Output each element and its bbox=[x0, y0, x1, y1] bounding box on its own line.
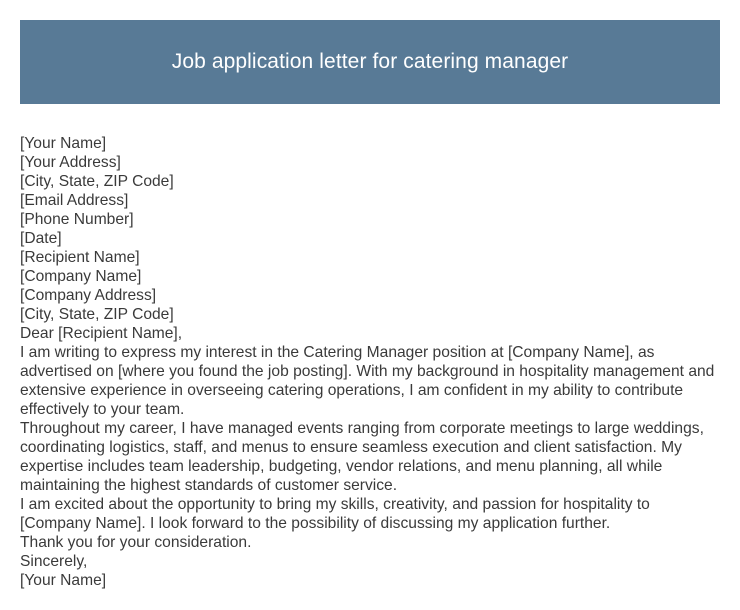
header-banner bbox=[20, 20, 720, 104]
paragraph-interest: I am writing to express my interest in the Catering Manager position at [Company Name], as advertised on [where you found the job posting]. With my background in hospitality management and extensive experience in overseeing catering operations, I am confident in my ability to contribute effectively to your team. bbox=[20, 344, 715, 418]
closing: Sincerely, bbox=[20, 553, 88, 570]
recipient-name: [Recipient Name] bbox=[20, 249, 140, 266]
sender-phone: [Phone Number] bbox=[20, 211, 134, 228]
sender-address: [Your Address] bbox=[20, 154, 121, 171]
paragraph-experience: Throughout my career, I have managed events ranging from corporate meetings to large weddings, coordinating logistics, staff, and menus to ensure seamless execution and client satisfaction. My expertise includes team leadership, budgeting, vendor relations, and menu planning, all while maintaining the highest standards of customer service. bbox=[20, 420, 704, 494]
letter-body bbox=[20, 134, 720, 590]
recipient-company-address: [Company Address] bbox=[20, 287, 157, 304]
page-title: Job application letter for catering manager bbox=[171, 50, 569, 73]
paragraph-excitement: I am excited about the opportunity to bring my skills, creativity, and passion for hospitality to [Company Name]. I look forward to the possibility of discussing my application further. bbox=[20, 496, 650, 532]
recipient-company: [Company Name] bbox=[20, 268, 142, 285]
sender-email: [Email Address] bbox=[20, 192, 129, 209]
salutation: Dear [Recipient Name], bbox=[20, 325, 183, 342]
sender-city-state-zip: [City, State, ZIP Code] bbox=[20, 173, 174, 190]
recipient-city-state-zip: [City, State, ZIP Code] bbox=[20, 306, 174, 323]
signature: [Your Name] bbox=[20, 572, 107, 589]
paragraph-thanks: Thank you for your consideration. bbox=[20, 534, 252, 551]
sender-name: [Your Name] bbox=[20, 135, 107, 152]
letter-date: [Date] bbox=[20, 230, 62, 247]
